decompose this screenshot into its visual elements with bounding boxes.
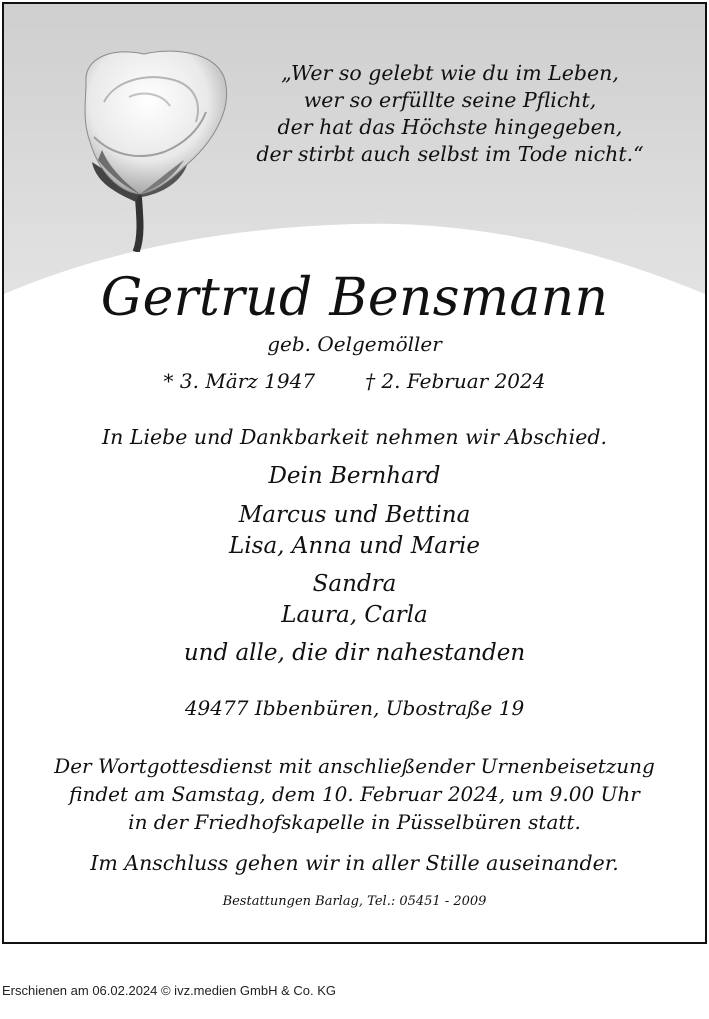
closing-text: Im Anschluss gehen wir in aller Stille auseinander. <box>90 851 619 875</box>
service-line: Der Wortgottesdienst mit anschließender Urnenbeisetzung <box>54 754 655 778</box>
life-dates <box>4 369 705 393</box>
farewell-text: In Liebe und Dankbarkeit nehmen wir Abschied. <box>102 425 607 449</box>
undertaker-info: Bestattungen Barlag, Tel.: 05451 - 2009 <box>222 894 487 909</box>
service-line: in der Friedhofskapelle in Püsselbüren statt. <box>128 810 581 834</box>
poem-line: der stirbt auch selbst im Tode nicht.“ <box>256 142 644 166</box>
rose-image <box>74 42 244 252</box>
death-date: † 2. Februar 2024 <box>365 369 546 393</box>
family-member: Marcus und Bettina <box>238 502 471 528</box>
family-member: Dein Bernhard <box>268 463 441 489</box>
birth-date: * 3. März 1947 <box>163 369 316 393</box>
obituary-card <box>2 2 707 944</box>
publication-footer: Erschienen am 06.02.2024 © ivz.medien GmbH & Co. KG <box>2 983 337 998</box>
poem-line: wer so erfüllte seine Pflicht, <box>303 88 597 112</box>
family-member: Lisa, Anna und Marie <box>229 533 480 559</box>
born-name: geb. Oelgemöller <box>267 332 442 356</box>
address: 49477 Ibbenbüren, Ubostraße 19 <box>184 696 525 720</box>
poem-line: „Wer so gelebt wie du im Leben, <box>281 61 619 85</box>
family-member: Laura, Carla <box>281 602 428 628</box>
family-member: und alle, die dir nahestanden <box>183 640 526 666</box>
service-line: findet am Samstag, dem 10. Februar 2024, um 9.00 Uhr <box>69 782 640 806</box>
family-member: Sandra <box>312 571 397 597</box>
poem-line: der hat das Höchste hingegeben, <box>277 115 623 139</box>
deceased-name: Gertrud Bensmann <box>100 268 609 328</box>
poem <box>240 60 660 168</box>
service-info <box>4 752 705 836</box>
